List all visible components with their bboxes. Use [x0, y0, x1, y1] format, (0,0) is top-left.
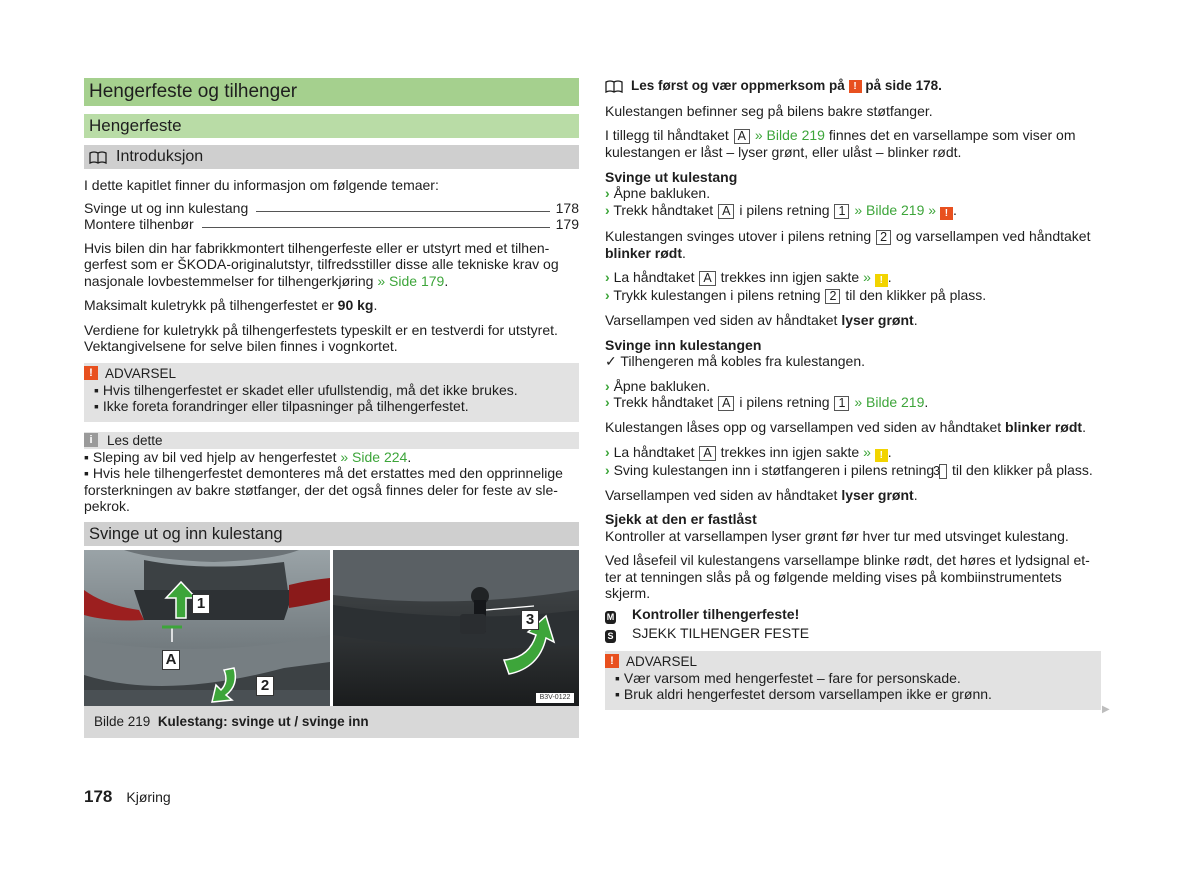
paragraph: Ved låsefeil vil kulestangens varsellampe blinke rødt, det høres et lydsignal et-ter at tenningen slås på og følgende melding vises på kombiinstrumentets skjerm.	[605, 552, 1090, 601]
read-first-line: Les først og vær oppmerksom på ! på side 178.	[605, 78, 1101, 95]
continued-icon: ▶	[1102, 704, 1110, 715]
step: › Åpne bakluken.	[605, 377, 711, 394]
subsection-heading: Svinge ut og inn kulestang	[84, 522, 579, 546]
warning-box	[84, 363, 579, 422]
page-link[interactable]: » Side 224	[340, 448, 408, 465]
label-3: 3	[521, 610, 539, 630]
warning-icon: !	[605, 654, 619, 668]
step: › Trekk håndtaket A i pilens retning 1 » Bilde 219 » ! .	[605, 201, 957, 219]
maxidot-icon: M	[606, 611, 615, 622]
label-2: 2	[256, 676, 274, 696]
label-1: 1	[192, 594, 210, 614]
callout-A: A	[734, 129, 750, 144]
paragraph: Varsellampen ved siden av håndtaket lyser grønt.	[605, 486, 918, 503]
step: › Sving kulestangen inn i støtfangeren i pilens retning 3 til den klikker på plass.	[605, 461, 1093, 478]
paragraph: Kulestangen befinner seg på bilens bakre støtfanger.	[605, 102, 933, 119]
intro-heading	[84, 145, 579, 169]
paragraph: Kulestangen låses opp og varsellampen ved siden av håndtaket blinker rødt.	[605, 419, 1086, 435]
intro-heading-text: Introduksjon	[116, 148, 204, 165]
label-A: A	[162, 650, 180, 670]
warning-item: ▪ Vær varsom med hengerfestet – fare for personskade.	[615, 669, 961, 686]
paragraph: Hvis bilen din har fabrikkmontert tilhengerfeste eller er utstyrt med et tilhen-gerfest som er ŠKODA-originalutstyr, tilfredsstiller disse alle tekniske krav og nasjonale lovbestemmelser for tilhengerkjøring » Side 179.	[84, 239, 559, 289]
toc-row[interactable]	[84, 216, 579, 232]
step: › La håndtaket A trekkes inn igjen sakte » ! .	[605, 443, 892, 461]
paragraph: Maksimalt kuletrykk på tilhengerfestet er 90 kg.	[84, 297, 378, 313]
caution-icon: !	[875, 449, 888, 462]
segment-display-icon: S	[605, 630, 616, 643]
intro-text: I dette kapitlet finner du informasjon om følgende temaer:	[84, 177, 439, 193]
toc-leader	[256, 211, 549, 212]
precondition: ✓ Tilhengeren må kobles fra kulestangen.	[605, 353, 865, 369]
toc-leader	[202, 227, 550, 228]
figure-link[interactable]: » Bilde 219	[854, 394, 925, 410]
procedure-title: Svinge ut kulestang	[605, 168, 738, 185]
procedure-title: Svinge inn kulestangen	[605, 336, 762, 353]
paragraph: Verdiene for kuletrykk på tilhengerfestets typeskilt er en testverdi for utstyret. Vektangivelsene for selve bilen finnes i vognkortet.	[84, 321, 558, 354]
page-link[interactable]: » Side 179	[377, 272, 445, 289]
footer-section: Kjøring	[126, 789, 171, 805]
page-footer	[84, 787, 171, 807]
toc-label: Svinge ut og inn kulestang	[84, 199, 249, 216]
display-message: M Kontroller tilhengerfeste!	[606, 605, 800, 622]
note-heading	[84, 432, 579, 449]
note-item: ▪ Sleping av bil ved hjelp av hengerfestet » Side 224.	[84, 448, 412, 465]
warning-title: ADVARSEL	[105, 365, 177, 381]
warning-item: ▪ Ikke foreta forandringer eller tilpasninger på tilhengerfestet.	[94, 398, 469, 414]
warning-icon: !	[940, 207, 953, 220]
caption-text: Kulestang: svinge ut / svinge inn	[157, 713, 369, 729]
figure-caption	[84, 706, 579, 738]
figure-219	[84, 550, 579, 706]
caption-number: Bilde 219	[94, 713, 151, 729]
warning-item: ▪ Hvis tilhengerfestet er skadet eller ufullstendig, må det ikke brukes.	[94, 381, 518, 398]
figure-link[interactable]: » Bilde 219 »	[854, 201, 937, 218]
paragraph: I tillegg til håndtaket A » Bilde 219 finnes det en varsellampe som viser om kulestangen er låst – lyser grønt, eller ulåst – blinker rødt.	[605, 127, 1076, 160]
right-column	[605, 78, 1101, 710]
note-item: ▪ Hvis hele tilhengerfestet demonteres må det erstattes med den opprinnelige forsterkningen av bakre støtfanger, der det også finnes deler for feste av sle-pekrok.	[84, 465, 563, 514]
paragraph: Kontroller at varsellampen lyser grønt før hver tur med utsvinget kulestang.	[605, 527, 1069, 544]
figure-illustration	[84, 550, 579, 706]
info-icon: i	[84, 433, 98, 447]
step: › La håndtaket A trekkes inn igjen sakte » ! .	[605, 269, 892, 286]
figure-code: B3V-0122	[539, 693, 571, 701]
caution-icon: !	[875, 274, 888, 287]
left-column	[84, 78, 579, 738]
procedure-title: Sjekk at den er fastlåst	[605, 511, 757, 527]
book-icon	[89, 151, 107, 163]
step: › Trekk håndtaket A i pilens retning 1 » Bilde 219.	[605, 394, 929, 410]
note-title: Les dette	[107, 432, 163, 448]
section-heading: Hengerfeste	[84, 114, 579, 138]
page-number: 178	[84, 787, 113, 806]
warning-icon: !	[84, 366, 98, 380]
paragraph: Varsellampen ved siden av håndtaket lyser grønt.	[605, 312, 918, 328]
toc-page: 179	[555, 215, 579, 232]
chapter-heading: Hengerfeste og tilhenger	[84, 78, 579, 106]
paragraph: Kulestangen svinges utover i pilens retning 2 og varsellampen ved håndtaket blinker rødt.	[605, 227, 1091, 261]
toc-page: 178	[555, 199, 579, 216]
step: › Trykk kulestangen i pilens retning 2 til den klikker på plass.	[605, 287, 987, 303]
warning-box	[605, 651, 1101, 710]
step: › Åpne bakluken.	[605, 185, 711, 201]
toc-row[interactable]	[84, 200, 579, 216]
book-icon	[605, 80, 623, 92]
warning-item: ▪ Bruk aldri hengerfestet dersom varsellampen ikke er grønn.	[615, 686, 992, 702]
figure-link[interactable]: » Bilde 219	[754, 127, 825, 143]
warning-title: ADVARSEL	[626, 653, 698, 669]
display-message: S SJEKK TILHENGER FESTE	[605, 624, 1101, 643]
toc-label: Montere tilhenbør	[84, 215, 194, 232]
warning-icon: !	[849, 80, 862, 93]
